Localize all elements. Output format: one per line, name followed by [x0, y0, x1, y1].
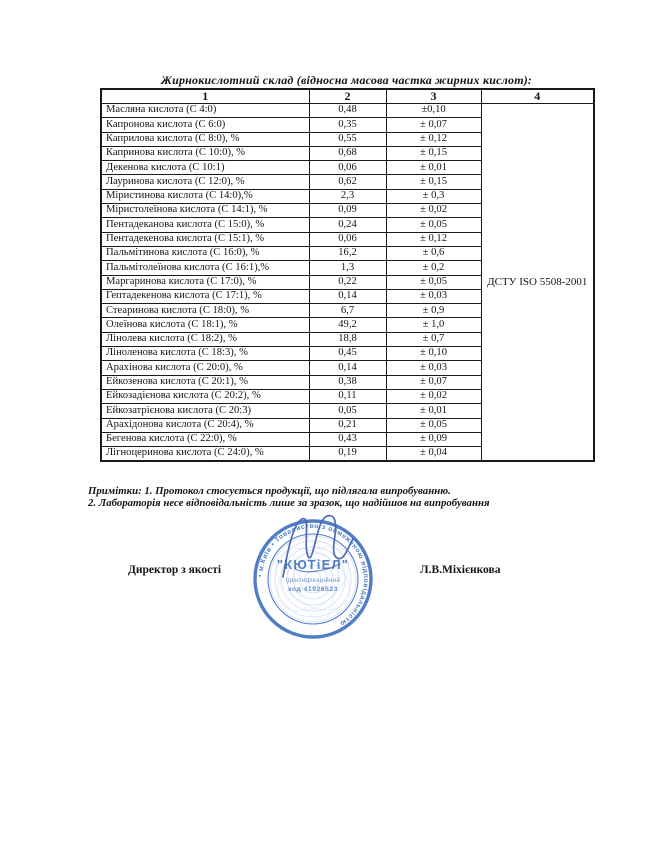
acid-name-cell: Маргаринова кислота (С 17:0), % — [101, 275, 309, 289]
acid-name-cell: Капринова кислота (С 10:0), % — [101, 146, 309, 160]
tolerance-cell: ± 1,0 — [386, 318, 481, 332]
note-line-1: Примітки: 1. Протокол стосується продукції, що підлягала випробуванню. — [88, 485, 451, 497]
tolerance-cell: ± 0,03 — [386, 361, 481, 375]
tolerance-cell: ± 0,7 — [386, 332, 481, 346]
table-body — [101, 104, 594, 462]
acid-name-cell: Міристолеїнова кислота (С 14:1), % — [101, 204, 309, 218]
acid-name-cell: Ейкозатрієнова кислота (С 20:3) — [101, 404, 309, 418]
fatty-acid-table — [100, 88, 595, 462]
value-cell: 0,11 — [309, 389, 386, 403]
value-cell: 0,14 — [309, 361, 386, 375]
value-cell: 0,45 — [309, 347, 386, 361]
value-cell: 0,48 — [309, 104, 386, 118]
tolerance-cell: ± 0,09 — [386, 432, 481, 446]
tolerance-cell: ± 0,05 — [386, 418, 481, 432]
value-cell: 49,2 — [309, 318, 386, 332]
tolerance-cell: ± 0,01 — [386, 404, 481, 418]
tolerance-cell: ±0,10 — [386, 104, 481, 118]
document-title: Жирнокислотний склад (відносна масова частка жирних кислот): — [160, 73, 533, 87]
value-cell: 0,14 — [309, 289, 386, 303]
tolerance-cell: ± 0,04 — [386, 447, 481, 462]
value-cell: 0,55 — [309, 132, 386, 146]
tolerance-cell: ± 0,2 — [386, 261, 481, 275]
acid-name-cell: Бегенова кислота (С 22:0), % — [101, 432, 309, 446]
value-cell: 0,38 — [309, 375, 386, 389]
acid-name-cell: Пентадекенова кислота (С 15:1), % — [101, 232, 309, 246]
tolerance-cell: ± 0,01 — [386, 161, 481, 175]
acid-name-cell: Гептадекенова кислота (С 17:1), % — [101, 289, 309, 303]
notes-block — [88, 486, 568, 510]
acid-name-cell: Лінолева кислота (С 18:2), % — [101, 332, 309, 346]
value-cell: 0,43 — [309, 432, 386, 446]
tolerance-cell: ± 0,15 — [386, 175, 481, 189]
acid-name-cell: Лігноцеринова кислота (С 24:0), % — [101, 447, 309, 462]
tolerance-cell: ± 0,03 — [386, 289, 481, 303]
tolerance-cell: ± 0,6 — [386, 246, 481, 260]
column-header-2: 2 — [309, 89, 386, 104]
acid-name-cell: Каприлова кислота (С 8:0), % — [101, 132, 309, 146]
tolerance-cell: ± 0,10 — [386, 347, 481, 361]
acid-name-cell: Ліноленова кислота (С 18:3), % — [101, 347, 309, 361]
column-header-3: 3 — [386, 89, 481, 104]
acid-name-cell: Міристинова кислота (С 14:0),% — [101, 189, 309, 203]
note-line-2: 2. Лабораторія несе відповідальність лише за зразок, що надійшов на випробування — [88, 496, 490, 509]
acid-name-cell: Капронова кислота (С 6:0) — [101, 118, 309, 132]
value-cell: 0,68 — [309, 146, 386, 160]
value-cell: 16,2 — [309, 246, 386, 260]
value-cell: 0,05 — [309, 404, 386, 418]
company-stamp — [245, 509, 385, 649]
tolerance-cell: ± 0,07 — [386, 118, 481, 132]
value-cell: 0,62 — [309, 175, 386, 189]
tolerance-cell: ± 0,05 — [386, 218, 481, 232]
value-cell: 0,24 — [309, 218, 386, 232]
tolerance-cell: ± 0,02 — [386, 389, 481, 403]
acid-name-cell: Олеїнова кислота (С 18:1), % — [101, 318, 309, 332]
table-header-row — [101, 89, 594, 104]
acid-name-cell: Пальмітолеїнова кислота (С 16:1),% — [101, 261, 309, 275]
value-cell: 1,3 — [309, 261, 386, 275]
tolerance-cell: ± 0,12 — [386, 232, 481, 246]
tolerance-cell: ± 0,02 — [386, 204, 481, 218]
acid-name-cell: Пентадеканова кислота (С 15:0), % — [101, 218, 309, 232]
standard-reference-cell: ДСТУ ISO 5508-2001 — [481, 104, 594, 462]
value-cell: 6,7 — [309, 304, 386, 318]
value-cell: 18,8 — [309, 332, 386, 346]
acid-name-cell: Пальмітинова кислота (С 16:0), % — [101, 246, 309, 260]
acid-name-cell: Ейкозенова кислота (С 20:1), % — [101, 375, 309, 389]
tolerance-cell: ± 0,05 — [386, 275, 481, 289]
tolerance-cell: ± 0,9 — [386, 304, 481, 318]
acid-name-cell: Стеаринова кислота (С 18:0), % — [101, 304, 309, 318]
acid-name-cell: Ейкозадієнова кислота (С 20:2), % — [101, 389, 309, 403]
signature-role-label: Директор з якості — [128, 564, 222, 576]
tolerance-cell: ± 0,15 — [386, 146, 481, 160]
stamp-id-text: ідентифікаційний — [285, 577, 341, 584]
value-cell: 2,3 — [309, 189, 386, 203]
column-header-4: 4 — [481, 89, 594, 104]
signatory-name: Л.В.Міхієнкова — [420, 564, 501, 576]
value-cell: 0,19 — [309, 447, 386, 462]
tolerance-cell: ± 0,07 — [386, 375, 481, 389]
stamp-center-text: "КЮТіЕЛ" — [276, 557, 350, 572]
value-cell: 0,06 — [309, 232, 386, 246]
acid-name-cell: Арахідонова кислота (С 20:4), % — [101, 418, 309, 432]
acid-name-cell: Арахінова кислота (С 20:0), % — [101, 361, 309, 375]
acid-name-cell: Лауринова кислота (С 12:0), % — [101, 175, 309, 189]
tolerance-cell: ± 0,12 — [386, 132, 481, 146]
stamp-ring-text: • м.Київ • Товариство з обмеженою відповідальністю — [257, 522, 370, 627]
tolerance-cell: ± 0,3 — [386, 189, 481, 203]
acid-name-cell: Декенова кислота (С 10:1) — [101, 161, 309, 175]
acid-name-cell: Масляна кислота (С 4:0) — [101, 104, 309, 118]
value-cell: 0,21 — [309, 418, 386, 432]
value-cell: 0,35 — [309, 118, 386, 132]
table-row — [101, 104, 594, 118]
stamp-id-code: код 41926523 — [288, 586, 338, 593]
column-header-1: 1 — [101, 89, 309, 104]
value-cell: 0,06 — [309, 161, 386, 175]
value-cell: 0,09 — [309, 204, 386, 218]
value-cell: 0,22 — [309, 275, 386, 289]
